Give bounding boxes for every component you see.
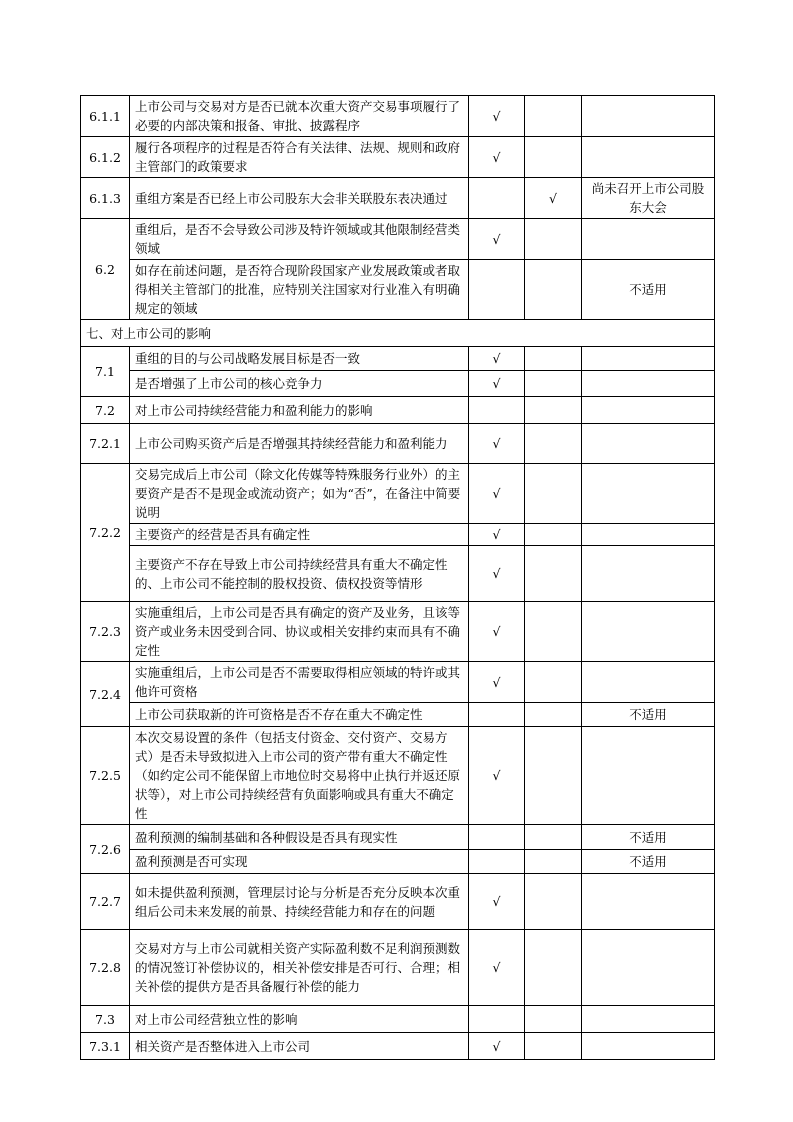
note-cell: [582, 464, 715, 524]
item-text: 相关资产是否整体进入上市公司: [130, 1033, 469, 1060]
review-checklist-table: [80, 95, 715, 1060]
yes-cell: √: [469, 219, 525, 260]
no-cell: [525, 546, 582, 602]
item-text: 如未提供盈利预测，管理层讨论与分析是否充分反映本次重组后公司未来发展的前景、持续经营能力和存在的问题: [130, 874, 469, 930]
no-cell: [525, 850, 582, 874]
yes-cell: [469, 850, 525, 874]
section-heading: 七、对上市公司的影响: [81, 320, 715, 347]
item-text: 重组后，是否不会导致公司涉及特许领域或其他限制经营类领域: [130, 219, 469, 260]
note-cell: 不适用: [582, 825, 715, 850]
item-text: 上市公司购买资产后是否增强其持续经营能力和盈利能力: [130, 424, 469, 464]
item-text: 如存在前述问题，是否符合现阶段国家产业发展政策或者取得相关主管部门的批准，应特别关注国家对行业准入有明确规定的领域: [130, 260, 469, 320]
item-number: 7.2.1: [81, 424, 130, 464]
item-text: 上市公司获取新的许可资格是否不存在重大不确定性: [130, 703, 469, 727]
table-row: [81, 424, 715, 464]
note-cell: [582, 1033, 715, 1060]
item-number: 7.2.4: [81, 662, 130, 727]
item-text: 交易对方与上市公司就相关资产实际盈利数不足利润预测数的情况签订补偿协议的，相关补偿安排是否可行、合理；相关补偿的提供方是否具备履行补偿的能力: [130, 930, 469, 1006]
yes-cell: [469, 178, 525, 219]
table-row: [81, 850, 715, 874]
table-row: [81, 1006, 715, 1033]
yes-cell: √: [469, 464, 525, 524]
item-text: 重组的目的与公司战略发展目标是否一致: [130, 347, 469, 371]
item-number: 7.2.3: [81, 602, 130, 662]
yes-cell: √: [469, 371, 525, 397]
table-row: [81, 546, 715, 602]
item-number: 6.1.3: [81, 178, 130, 219]
note-cell: 不适用: [582, 850, 715, 874]
table-row: [81, 178, 715, 219]
no-cell: [525, 424, 582, 464]
yes-cell: √: [469, 137, 525, 178]
item-number: 7.1: [81, 347, 130, 397]
table-row: [81, 397, 715, 424]
no-cell: [525, 524, 582, 546]
item-number: 7.3.1: [81, 1033, 130, 1060]
no-cell: [525, 397, 582, 424]
item-text: 重组方案是否已经上市公司股东大会非关联股东表决通过: [130, 178, 469, 219]
no-cell: [525, 96, 582, 137]
note-cell: [582, 397, 715, 424]
item-number: 6.2: [81, 219, 130, 320]
yes-cell: √: [469, 727, 525, 825]
note-cell: [582, 662, 715, 703]
table-row: [81, 524, 715, 546]
note-cell: [582, 219, 715, 260]
note-cell: [582, 602, 715, 662]
no-cell: [525, 727, 582, 825]
table-row: [81, 464, 715, 524]
table-row: [81, 347, 715, 371]
item-text: 盈利预测的编制基础和各种假设是否具有现实性: [130, 825, 469, 850]
note-cell: [582, 137, 715, 178]
no-cell: [525, 930, 582, 1006]
yes-cell: √: [469, 546, 525, 602]
no-cell: [525, 825, 582, 850]
note-cell: [582, 874, 715, 930]
table-row: [81, 371, 715, 397]
note-cell: [582, 371, 715, 397]
no-cell: √: [525, 178, 582, 219]
yes-cell: √: [469, 424, 525, 464]
yes-cell: √: [469, 874, 525, 930]
item-number: 7.2.8: [81, 930, 130, 1006]
yes-cell: √: [469, 930, 525, 1006]
no-cell: [525, 464, 582, 524]
no-cell: [525, 703, 582, 727]
table-row: [81, 703, 715, 727]
note-cell: [582, 727, 715, 825]
no-cell: [525, 137, 582, 178]
item-text: 实施重组后，上市公司是否不需要取得相应领域的特许或其他许可资格: [130, 662, 469, 703]
yes-cell: [469, 397, 525, 424]
yes-cell: √: [469, 1033, 525, 1060]
yes-cell: √: [469, 96, 525, 137]
item-text: 主要资产不存在导致上市公司持续经营具有重大不确定性的、上市公司不能控制的股权投资、债权投资等情形: [130, 546, 469, 602]
table-row: [81, 930, 715, 1006]
item-number: 7.2.6: [81, 825, 130, 874]
item-text: 履行各项程序的过程是否符合有关法律、法规、规则和政府主管部门的政策要求: [130, 137, 469, 178]
note-cell: 尚未召开上市公司股东大会: [582, 178, 715, 219]
item-number: 7.2.5: [81, 727, 130, 825]
yes-cell: √: [469, 602, 525, 662]
note-cell: 不适用: [582, 260, 715, 320]
table-row: [81, 1033, 715, 1060]
table-row: [81, 825, 715, 850]
table-row: [81, 219, 715, 260]
no-cell: [525, 219, 582, 260]
no-cell: [525, 662, 582, 703]
item-text: 实施重组后，上市公司是否具有确定的资产及业务，且该等资产或业务未因受到合同、协议或相关安排约束而具有不确定性: [130, 602, 469, 662]
item-text: 上市公司与交易对方是否已就本次重大资产交易事项履行了必要的内部决策和报备、审批、披露程序: [130, 96, 469, 137]
table-row: [81, 260, 715, 320]
item-number: 6.1.1: [81, 96, 130, 137]
note-cell: [582, 930, 715, 1006]
table-row: [81, 96, 715, 137]
yes-cell: √: [469, 662, 525, 703]
table-row: [81, 137, 715, 178]
note-cell: [582, 546, 715, 602]
yes-cell: √: [469, 347, 525, 371]
yes-cell: [469, 1006, 525, 1033]
table-row: [81, 602, 715, 662]
item-text: 主要资产的经营是否具有确定性: [130, 524, 469, 546]
yes-cell: [469, 703, 525, 727]
item-number: 7.3: [81, 1006, 130, 1033]
no-cell: [525, 260, 582, 320]
no-cell: [525, 602, 582, 662]
item-text: 交易完成后上市公司（除文化传媒等特殊服务行业外）的主要资产是否不是现金或流动资产；如为“否”，在备注中简要说明: [130, 464, 469, 524]
item-text: 盈利预测是否可实现: [130, 850, 469, 874]
note-cell: [582, 524, 715, 546]
note-cell: [582, 424, 715, 464]
table-row: [81, 727, 715, 825]
yes-cell: [469, 260, 525, 320]
no-cell: [525, 1033, 582, 1060]
item-text: 是否增强了上市公司的核心竞争力: [130, 371, 469, 397]
no-cell: [525, 874, 582, 930]
note-cell: [582, 1006, 715, 1033]
no-cell: [525, 347, 582, 371]
note-cell: [582, 96, 715, 137]
no-cell: [525, 1006, 582, 1033]
yes-cell: [469, 825, 525, 850]
item-number: 7.2.7: [81, 874, 130, 930]
item-number: 7.2: [81, 397, 130, 424]
item-text: 对上市公司经营独立性的影响: [130, 1006, 469, 1033]
no-cell: [525, 371, 582, 397]
note-cell: [582, 347, 715, 371]
item-number: 7.2.2: [81, 464, 130, 602]
item-text: 对上市公司持续经营能力和盈利能力的影响: [130, 397, 469, 424]
item-text: 本次交易设置的条件（包括支付资金、交付资产、交易方式）是否未导致拟进入上市公司的资产带有重大不确定性（如约定公司不能保留上市地位时交易将中止执行并返还原状等），对上市公司持续经营有负面影响或具有重大不确定性: [130, 727, 469, 825]
table-row: [81, 874, 715, 930]
yes-cell: √: [469, 524, 525, 546]
item-number: 6.1.2: [81, 137, 130, 178]
section-heading-row: [81, 320, 715, 347]
note-cell: 不适用: [582, 703, 715, 727]
table-row: [81, 662, 715, 703]
